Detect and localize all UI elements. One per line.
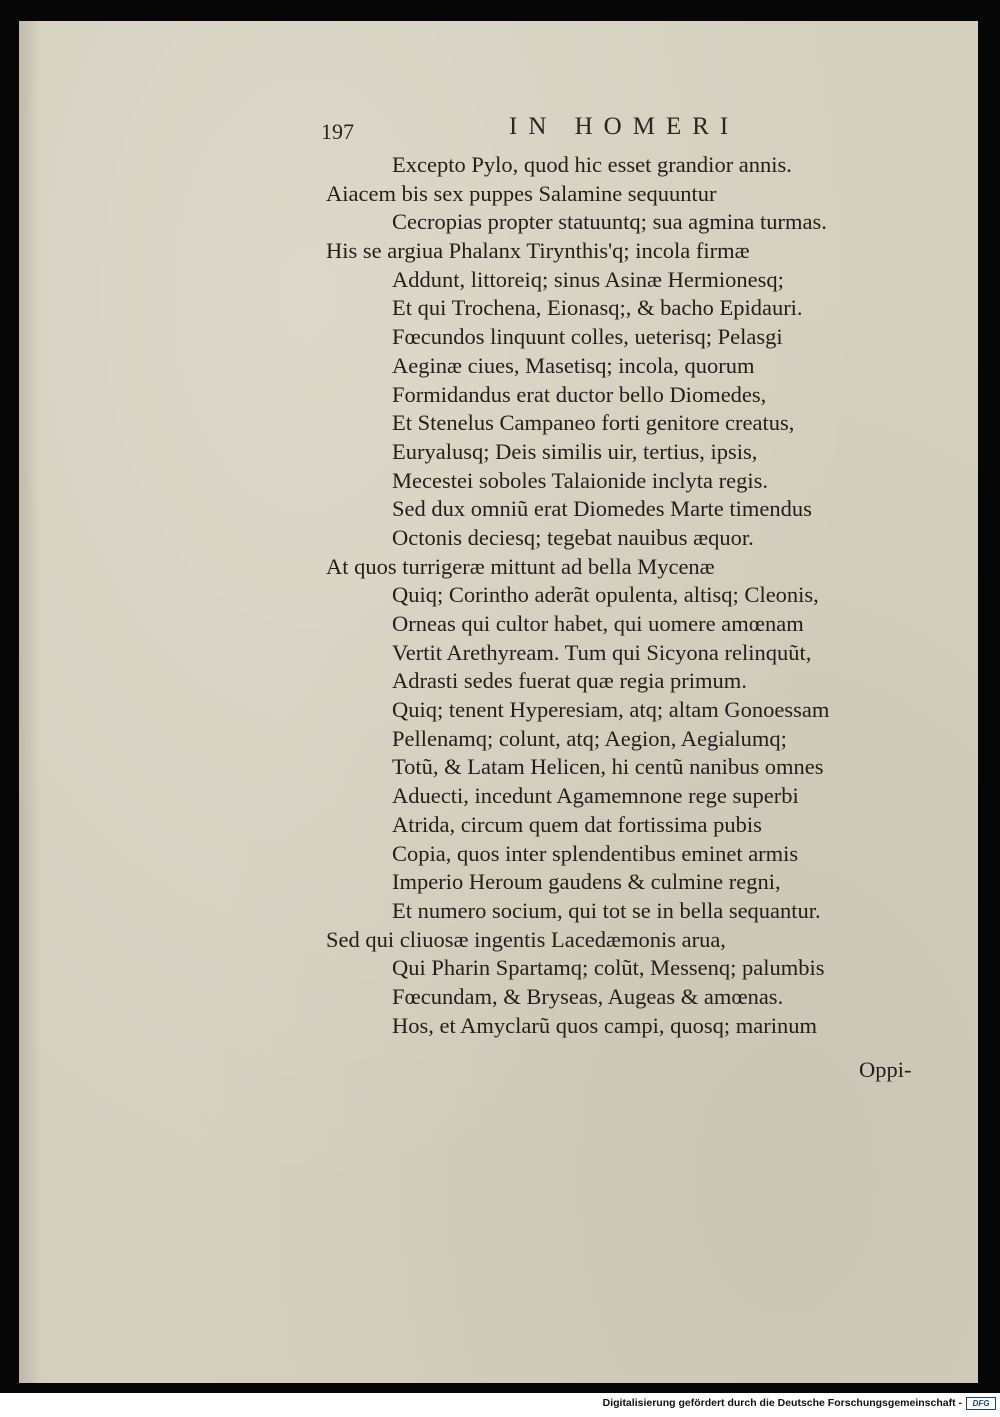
verse-line: Fœcundam, & Bryseas, Augeas & amœnas. [392,983,784,1009]
verse-line: Quiq; Corintho aderãt opulenta, altisq; Cleonis, [392,582,819,608]
verse-line: Qui Pharin Spartamq; colũt, Messenq; palumbis [392,955,825,981]
verse-line: Formidandus erat ductor bello Diomedes, [392,381,767,407]
verse-line: At quos turrigeræ mittunt ad bella Mycenæ [326,553,715,579]
verse-line: Mecestei soboles Talaionide inclyta regis. [392,467,769,493]
page-gutter-shadow [19,21,41,1383]
verse-line: Addunt, littoreiq; sinus Asinæ Hermionesq; [392,266,784,292]
verse-line: Cecropias propter statuuntq; sua agmina turmas. [392,209,827,235]
verse-line: Quiq; tenent Hyperesiam, atq; altam Gonoessam [392,697,830,723]
verse-line: Et numero socium, qui tot se in bella sequantur. [392,897,821,923]
verse-line: Sed qui cliuosæ ingentis Lacedæmonis arua, [326,926,726,952]
verse-line: Aduecti, incedunt Agamemnone rege superbi [392,783,799,809]
verse-line: Hos, et Amyclarũ quos campi, quosq; marinum [392,1012,817,1038]
verse-line: Copia, quos inter splendentibus eminet armis [392,840,799,866]
verse-line: Et Stenelus Campaneo forti genitore creatus, [392,410,795,436]
verse-line: Atrida, circum quem dat fortissima pubis [392,811,762,837]
digitization-credit: Digitalisierung gefördert durch die Deutsche Forschungsgemeinschaft - [602,1397,962,1409]
catchword: Oppi- [859,1057,912,1082]
verse-line: Pellenamq; colunt, atq; Aegion, Aegialumq; [392,725,787,751]
verse-line: Vertit Arethyream. Tum qui Sicyona relinquũt, [392,639,812,665]
verse-line: Excepto Pylo, quod hic esset grandior annis. [392,152,792,177]
verse-line: Octonis deciesq; tegebat nauibus æquor. [392,524,754,550]
verse-line: Sed dux omniũ erat Diomedes Marte timendus [392,496,812,522]
verse-line: Imperio Heroum gaudens & culmine regni, [392,869,781,895]
verse-line: Orneas qui cultor habet, qui uomere amœnam [392,611,804,636]
verse-line: His se argiua Phalanx Tirynthis'q; incola firmæ [326,238,750,264]
page-number: 197 [321,119,354,144]
verse-line: Et qui Trochena, Eionasq;, & bacho Epidauri. [392,295,803,321]
verse-line: Totũ, & Latam Helicen, hi centũ nanibus omnes [392,754,824,780]
verse-line: Euryalusq; Deis similis uir, tertius, ipsis, [392,438,758,464]
verse-line: Adrasti sedes fuerat quæ regia primum. [392,668,747,694]
verse-line: Aeginæ ciues, Masetisq; incola, quorum [392,352,755,378]
running-head: IN HOMERI [509,113,740,140]
book-page [19,21,978,1383]
verse-line: Aiacem bis sex puppes Salamine sequuntur [326,180,717,206]
verse-block [326,151,956,1040]
verse-line: Fœcundos linquunt colles, ueterisq; Pelasgi [392,324,783,350]
dfg-logo: DFG [966,1397,996,1410]
